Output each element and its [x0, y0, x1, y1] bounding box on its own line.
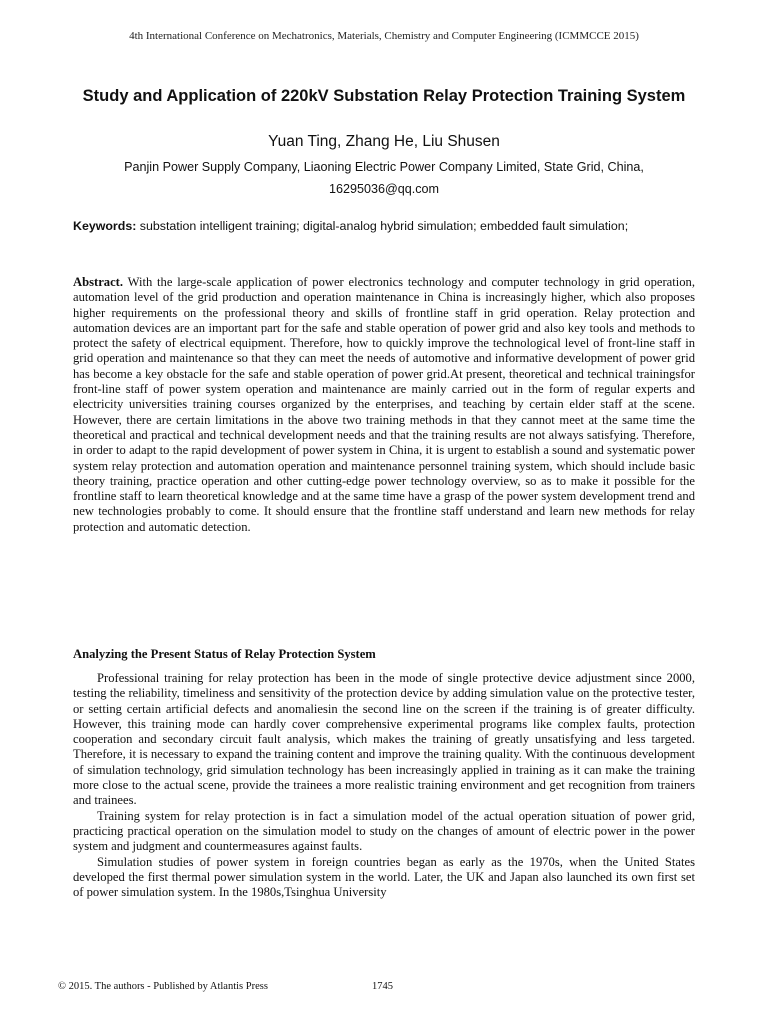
section-heading: Analyzing the Present Status of Relay Protection System: [73, 647, 376, 661]
affiliation-email: 16295036@qq.com: [328, 182, 440, 196]
keywords-text: substation intelligent training; digital-analog hybrid simulation; embedded fault simulation;: [136, 219, 629, 233]
section-paragraph-3: Simulation studies of power system in foreign countries began as early as the 1970s, when the United States developed the first thermal power simulation system in the world. Later, the UK and Japan also launched its own first set of power simulation system. In the 1980s,Tsinghua University: [73, 854, 695, 900]
paper-authors: Yuan Ting, Zhang He, Liu Shusen: [268, 133, 500, 150]
conference-header: 4th International Conference on Mechatronics, Materials, Chemistry and Computer Engineering (ICMMCCE 2015): [129, 30, 639, 42]
keywords-label: Keywords:: [73, 219, 137, 233]
keywords-block: [73, 219, 695, 234]
footer-page-number: 1745: [372, 981, 393, 992]
abstract-block: [73, 275, 695, 535]
abstract-label: Abstract.: [73, 275, 124, 289]
section-body: [73, 671, 695, 900]
section-paragraph-2: Training system for relay protection is in fact a simulation model of the actual operation situation of power grid, practicing practical operation on the simulation model to study on the changes of amount of electric power in the power system and judgment and countermeasures against faults.: [73, 808, 695, 854]
section-paragraph-1: Professional training for relay protection has been in the mode of single protective device adjustment since 2000, testing the reliability, timeliness and sensitivity of the protection device by adding simulation value on the protective tester, or setting certain artificial defects and anomaliesin the second line on the screen if the training is of greater difficulty. However, this training mode can hardly cover comprehensive experimental programs like complex faults, protection cooperation and secondary circuit fault analysis, which makes the training of greatly unsatisfying and less targeted. Therefore, it is necessary to expand the training content and improve the training quality. With the continuous development of simulation technology, grid simulation technology has been increasingly applied in training as it can make the training more close to the actual scene, provide the trainees a more realistic training environment and get recognition from trainers and trainees.: [73, 671, 695, 808]
affiliation-line-1: Panjin Power Supply Company, Liaoning Electric Power Company Limited, State Grid, China,: [124, 160, 644, 174]
footer-copyright: © 2015. The authors - Published by Atlantis Press: [58, 981, 268, 992]
abstract-text: With the large-scale application of power electronics technology and computer technology in grid operation, automation level of the grid production and operation maintenance in China is increasingly higher, which also proposes higher requirements on the professional theory and skills of frontline staff in grid operation. Relay protection and automation devices are an important part for the safe and stable operation of power grid and also key tools and methods to protect the safety of electrical equipment. Therefore, how to quickly improve the technological level of front-line staff in grid operation and maintenance so that they can meet the needs of automotive and informative development of power grid has become a key obstacle for the safe and stable operation of power grid.At present, theoretical and technical trainingsfor front-line staff of power system operation and maintenance are mainly carried out in the form of regular experts and electricity universities training courses organized by the enterprises, and teaching by certain elder staff at the scene. However, there are certain limitations in the above two training methods in that they cannot meet at the same time the theoretical and practical and technical development needs and that the training results are not always satisfying. Therefore, in order to adapt to the rapid development of power system in China, it is urgent to establish a sound and systematic power system relay protection and automation operation and maintenance personnel training system, which should include basic theory training, practice operation and other cutting-edge power technology overview, so as to make it possible for the frontline staff to learn theoretical knowledge and at the same time have a grasp of the power system development trend and new technologies probably to come. It should ensure that the frontline staff understand and learn new methods for relay protection and automatic detection.: [73, 275, 695, 534]
paper-title: Study and Application of 220kV Substation Relay Protection Training System: [82, 87, 686, 105]
